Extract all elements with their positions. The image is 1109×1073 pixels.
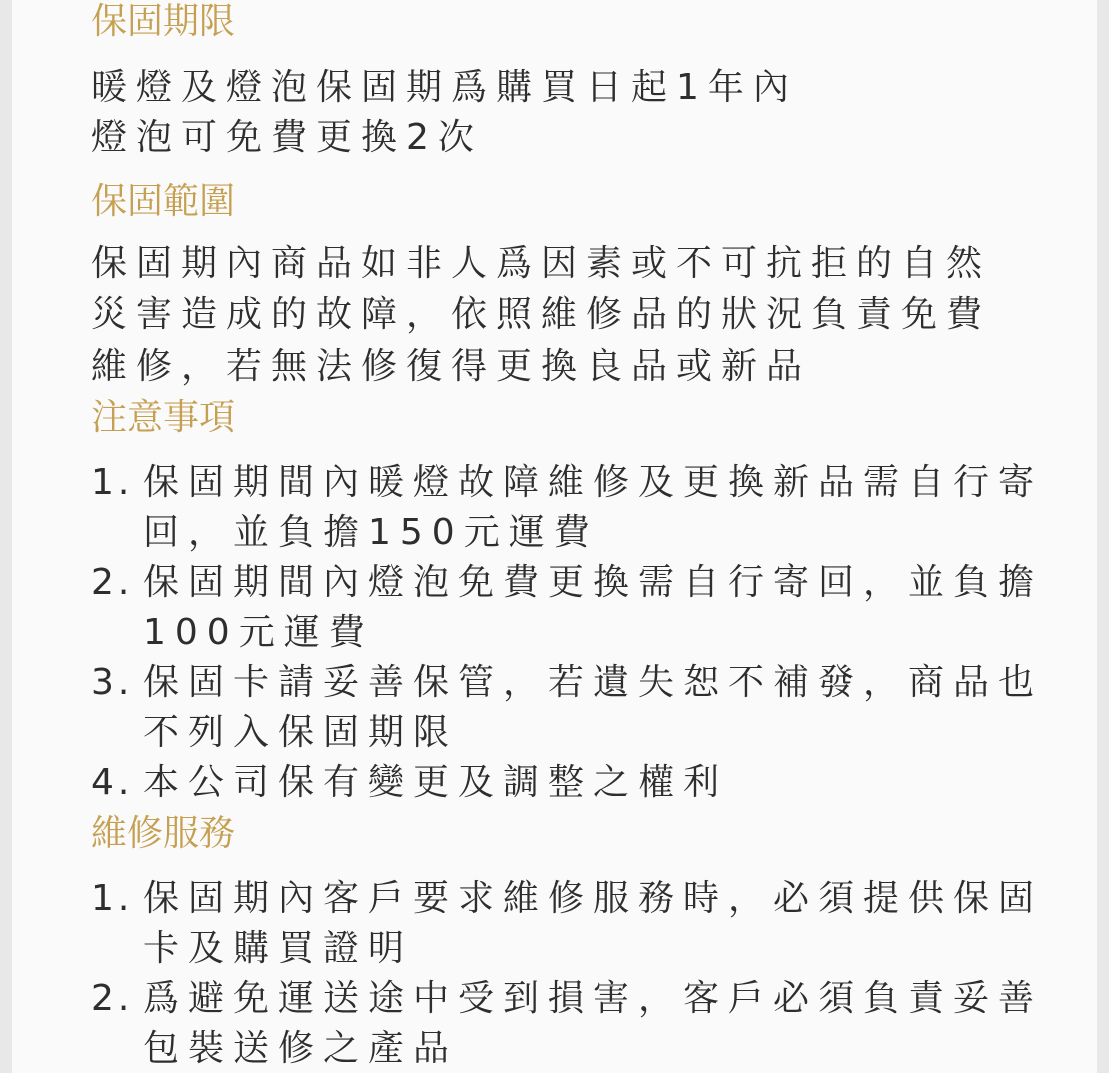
warranty-period-line: 暖燈及燈泡保固期爲購買日起1年內 [91, 67, 798, 108]
item-text: 保固期間內暖燈故障維修及更換新品需自行寄 回，並負擔150元運費 [143, 462, 1044, 553]
item-text: 本公司保有變更及調整之權利 [143, 762, 729, 803]
warranty-period-heading: 保固期限 [91, 1, 236, 42]
list-item [91, 874, 1081, 974]
repair-service-list [91, 874, 1081, 1073]
repair-service-heading: 維修服務 [91, 813, 236, 854]
warranty-scope-heading: 保固範圍 [91, 181, 236, 222]
warranty-period-line: 燈泡可免費更換2次 [91, 117, 483, 158]
item-number: 4. [91, 762, 134, 803]
warranty-scope-line: 保固期內商品如非人爲因素或不可抗拒的自然 [91, 243, 992, 284]
list-item [91, 658, 1081, 758]
warranty-card [12, 0, 1097, 1073]
item-text: 爲避免運送途中受到損害，客戶必須負責妥善 包裝送修之產品 [143, 978, 1044, 1069]
notes-heading: 注意事項 [91, 397, 236, 438]
item-text: 保固卡請妥善保管，若遺失恕不補發，商品也 不列入保固期限 [143, 662, 1044, 753]
list-item [91, 558, 1081, 658]
item-number: 2. [91, 978, 134, 1019]
item-text: 保固期內客戶要求維修服務時，必須提供保固 卡及購買證明 [143, 878, 1044, 969]
item-number: 1. [91, 878, 134, 919]
list-item [91, 758, 1081, 808]
item-number: 3. [91, 662, 134, 703]
list-item [91, 458, 1081, 558]
warranty-scope-line: 維修，若無法修復得更換良品或新品 [91, 346, 812, 387]
list-item [91, 974, 1081, 1073]
warranty-scope-line: 災害造成的故障，依照維修品的狀況負責免費 [91, 294, 992, 335]
notes-list [91, 458, 1081, 808]
item-text: 保固期間內燈泡免費更換需自行寄回，並負擔 100元運費 [143, 562, 1044, 653]
item-number: 2. [91, 562, 134, 603]
item-number: 1. [91, 462, 134, 503]
